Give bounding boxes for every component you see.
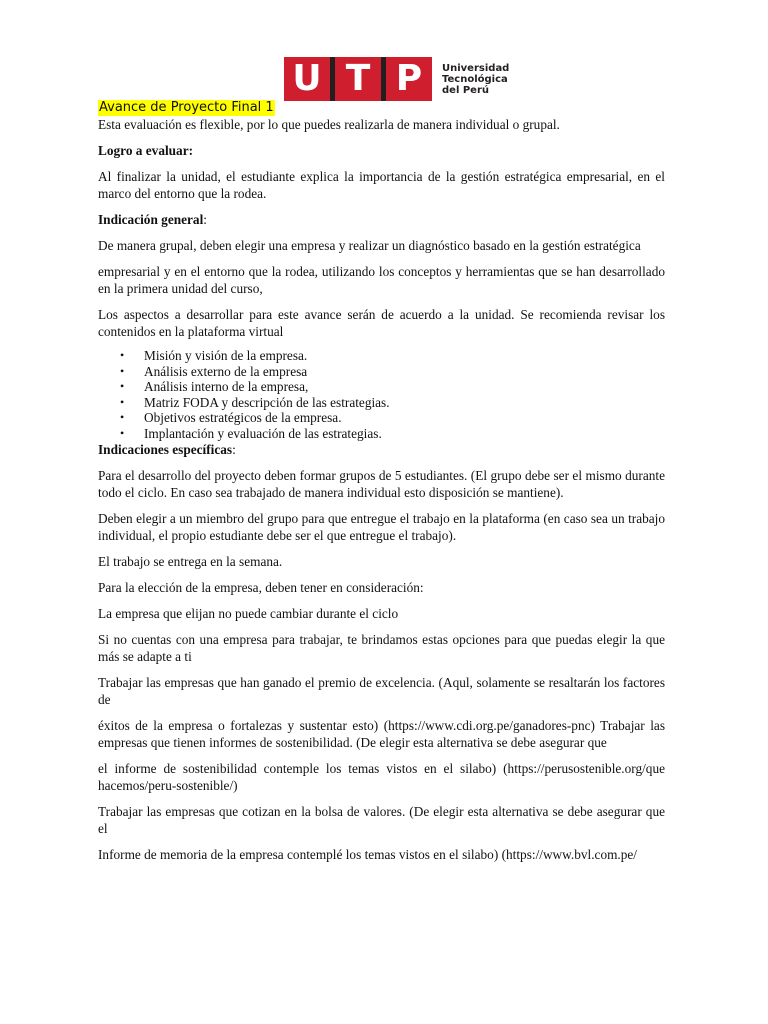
- especificas-paragraph: Trabajar las empresas que cotizan en la bolsa de valores. (De elegir esta alternativa se debe asegurar que el: [98, 804, 665, 836]
- logo-letter-t: T: [338, 59, 378, 99]
- logo-letter-p: P: [389, 59, 429, 99]
- logo-mark: [284, 57, 432, 101]
- bullet-icon: •: [120, 410, 125, 424]
- especificas-heading: [98, 441, 665, 458]
- logro-heading-text: Logro a evaluar:: [98, 143, 194, 158]
- especificas-paragraph: La empresa que elijan no puede cambiar durante el ciclo: [98, 606, 399, 621]
- list-item: [98, 395, 665, 411]
- list-item-text: Análisis interno de la empresa,: [144, 379, 309, 394]
- list-item-text: Matriz FODA y descripción de las estrategias.: [144, 394, 390, 410]
- logo-separator: [330, 57, 335, 101]
- bullet-icon: •: [120, 379, 125, 393]
- especificas-paragraph: El trabajo se entrega en la semana.: [98, 554, 283, 569]
- indicacion-paragraph: De manera grupal, deben elegir una empresa y realizar un diagnóstico basado en la gestión estratégica: [98, 238, 641, 253]
- list-item: [98, 348, 665, 364]
- list-item: [98, 426, 665, 442]
- especificas-paragraph: Si no cuentas con una empresa para trabajar, te brindamos estas opciones para que puedas elegir la que más se adapte a ti: [98, 632, 665, 664]
- list-item-text: Misión y visión de la empresa.: [144, 348, 308, 363]
- indicacion-heading-text: Indicación general: [98, 212, 204, 227]
- bullet-icon: •: [120, 394, 125, 409]
- especificas-paragraph: Informe de memoria de la empresa contemplé los temas vistos en el silabo) (https://www.bvl.com.pe/: [98, 847, 637, 862]
- list-item-text: Implantación y evaluación de las estrategias.: [144, 425, 382, 441]
- bullet-icon: •: [120, 363, 125, 378]
- especificas-paragraph: Para el desarrollo del proyecto deben formar grupos de 5 estudiantes. (El grupo debe ser el mismo durante todo el ciclo. En caso sea trabajado de manera individual esto disposición se mantiene).: [98, 468, 665, 500]
- bullet-icon: •: [120, 348, 125, 362]
- logo-line: del Perú: [442, 84, 490, 96]
- list-item-text: Objetivos estratégicos de la empresa.: [144, 410, 342, 425]
- document-title: Avance de Proyecto Final 1: [99, 100, 274, 115]
- indicacion-heading: [98, 211, 665, 228]
- utp-logo: [284, 57, 509, 101]
- especificas-heading-text: Indicaciones específicas: [98, 442, 233, 457]
- especificas-paragraph: el informe de sostenibilidad contemple los temas vistos en el silabo) (https://perusostenible.org/que hacemos/peru-sostenible/): [98, 761, 665, 793]
- aspects-list: [98, 348, 665, 441]
- especificas-paragraph: éxitos de la empresa o fortalezas y sustentar esto) (https://www.cdi.org.pe/ganadores-pnc) Trabajar las empresas que tienen informes de sostenibilidad. (De elegir esta alternativa se debe asegurar que: [98, 718, 665, 750]
- list-item: [98, 379, 665, 395]
- especificas-paragraph: Trabajar las empresas que han ganado el premio de excelencia. (Aqul, solamente se resaltarán los factores de: [98, 675, 665, 707]
- indicacion-paragraph: Los aspectos a desarrollar para este avance serán de acuerdo a la unidad. Se recomienda revisar los contenidos en la plataforma virtual: [98, 307, 665, 339]
- logo-wordmark: [442, 63, 509, 96]
- logo-letter-u: U: [287, 59, 327, 99]
- document-body: [98, 116, 665, 872]
- list-item: [98, 364, 665, 380]
- logro-text: Al finalizar la unidad, el estudiante explica la importancia de la gestión estratégica empresarial, en el marco del entorno que la rodea.: [98, 169, 665, 201]
- list-item-text: Análisis externo de la empresa: [144, 363, 308, 379]
- heading-colon: :: [203, 212, 207, 227]
- intro-text: Esta evaluación es flexible, por lo que puedes realizarla de manera individual o grupal.: [98, 117, 560, 132]
- list-item: [98, 410, 665, 426]
- especificas-paragraph: Deben elegir a un miembro del grupo para que entregue el trabajo en la plataforma (en caso sea un trabajo individual, el propio estudiante debe ser el que entregue el trabajo).: [98, 511, 665, 543]
- especificas-paragraph: Para la elección de la empresa, deben tener en consideración:: [98, 580, 424, 595]
- bullet-icon: •: [120, 425, 125, 440]
- heading-colon: :: [232, 442, 236, 457]
- logro-heading: [98, 142, 665, 159]
- indicacion-paragraph: empresarial y en el entorno que la rodea, utilizando los conceptos y herramientas que se han desarrollado en la primera unidad del curso,: [98, 264, 665, 296]
- logo-line: Universidad: [442, 62, 510, 74]
- logo-line: Tecnológica: [442, 73, 508, 85]
- logo-separator: [381, 57, 386, 101]
